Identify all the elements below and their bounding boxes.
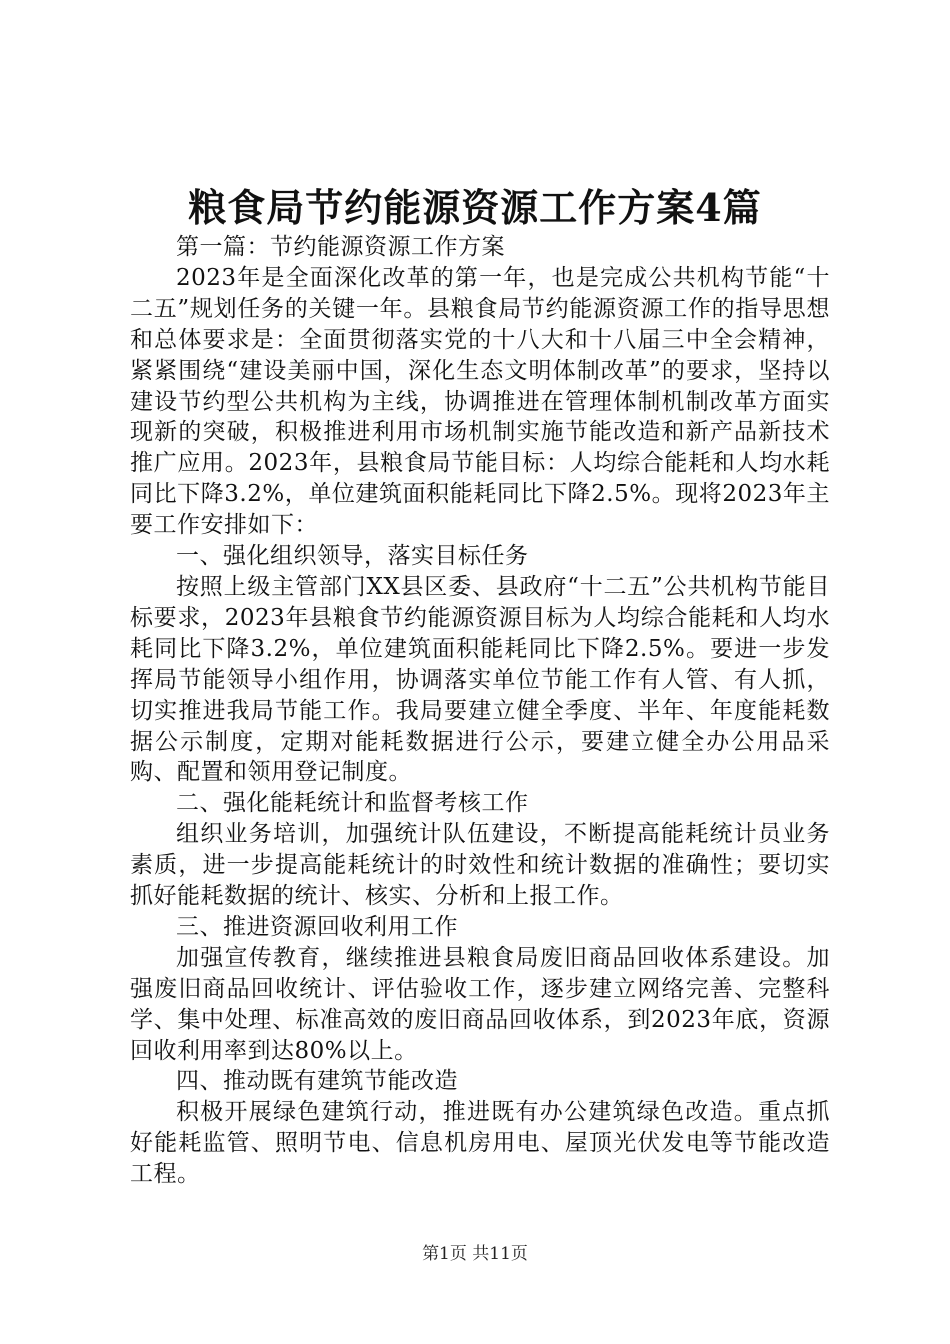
document-title: 粮食局节约能源资源工作方案4篇 xyxy=(188,185,762,230)
document-body xyxy=(130,232,830,1190)
section-heading-2: 二、强化能耗统计和监督考核工作 xyxy=(176,790,529,817)
section-heading-part-one: 第一篇：节约能源资源工作方案 xyxy=(176,234,505,260)
body-paragraph-3: 加强宣传教育，继续推进县粮食局废旧商品回收体系建设。加强废旧商品回收统计、评估验收工作，逐步建立网络完善、完整科学、集中处理、标准高效的废旧商品回收体系，到2023年底，资源回收利用率到达80%以上。 xyxy=(130,944,830,1064)
body-paragraph-4: 积极开展绿色建筑行动，推进既有办公建筑绿色改造。重点抓好能耗监管、照明节电、信息机房用电、屋顶光伏发电等节能改造工程。 xyxy=(130,1099,830,1188)
page-footer: 第1页 共11页 xyxy=(422,1244,528,1264)
section-heading-1: 一、强化组织领导，落实目标任务 xyxy=(176,543,529,570)
body-paragraph-2: 组织业务培训，加强统计队伍建设，不断提高能耗统计员业务素质，进一步提高能耗统计的时效性和统计数据的准确性；要切实抓好能耗数据的统计、核实、分析和上报工作。 xyxy=(130,821,830,910)
section-heading-4: 四、推动既有建筑节能改造 xyxy=(176,1068,458,1095)
body-paragraph-1: 按照上级主管部门XX县区委、县政府“十二五”公共机构节能目标要求，2023年县粮食节约能源资源目标为人均综合能耗和人均水耗同比下降3.2%，单位建筑面积能耗同比下降2.5%。要进一步发挥局节能领导小组作用，协调落实单位节能工作有人管、有人抓，切实推进我局节能工作。我局要建立健全季度、半年、年度能耗数据公示制度，定期对能耗数据进行公示，要建立健全办公用品采购、配置和领用登记制度。 xyxy=(130,573,830,786)
section-heading-3: 三、推进资源回收利用工作 xyxy=(176,913,458,940)
body-paragraph-intro: 2023年是全面深化改革的第一年，也是完成公共机构节能“十二五”规划任务的关键一年。县粮食局节约能源资源工作的指导思想和总体要求是：全面贯彻落实党的十八大和十八届三中全会精神，紧紧围绕“建设美丽中国，深化生态文明体制改革”的要求，坚持以建设节约型公共机构为主线，协调推进在管理体制机制改革方面实现新的突破，积极推进利用市场机制实施节能改造和新产品新技术推广应用。2023年，县粮食局节能目标：人均综合能耗和人均水耗同比下降3.2%，单位建筑面积能耗同比下降2.5%。现将2023年主要工作安排如下： xyxy=(130,264,830,539)
